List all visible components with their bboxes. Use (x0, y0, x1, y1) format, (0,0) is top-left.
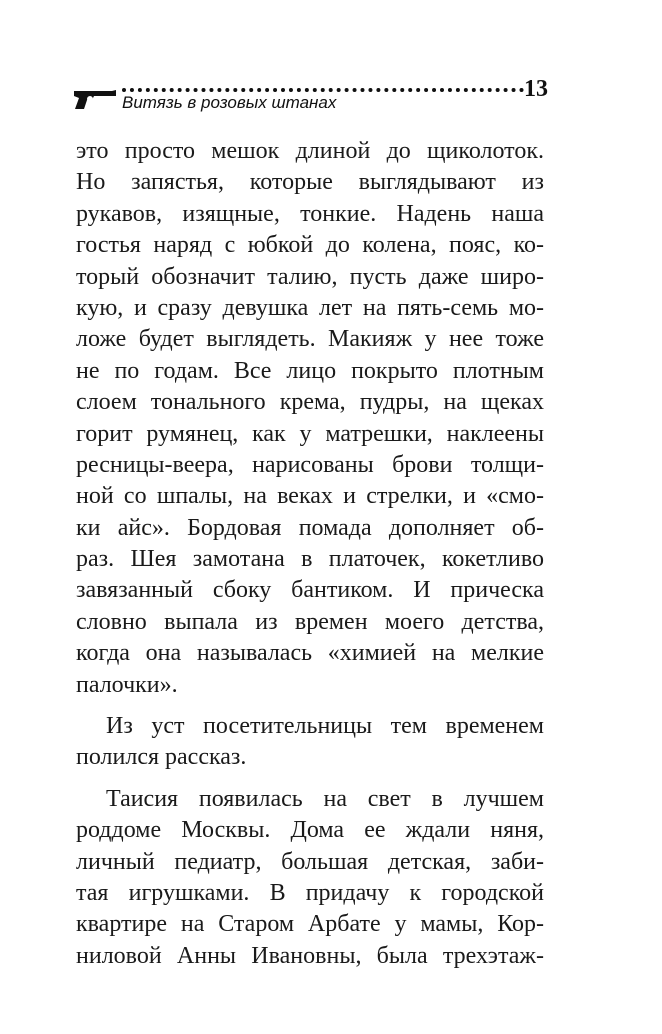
text-line: Из уст посетительницы тем временем (106, 713, 544, 740)
text-line: раз. Шея замотана в платочек, кокетливо (76, 546, 544, 573)
text-line: личный педиатр, большая детская, заби- (76, 848, 544, 875)
text-line: полился рассказ. (76, 744, 247, 771)
text-line: Но запястья, которые выглядывают из (76, 169, 544, 196)
text-line: не по годам. Все лицо покрыто плотным (76, 357, 544, 384)
text-line: когда она называлась «химией на мелкие (76, 640, 544, 667)
text-line: тая игрушками. В придачу к городской (76, 879, 544, 906)
text-line: палочки». (76, 671, 178, 698)
dotted-rule (122, 78, 524, 92)
running-title: Витязь в розовых штанах (122, 93, 337, 112)
text-line: ресницы-веера, нарисованы брови толщи- (76, 451, 544, 478)
paragraph (76, 784, 544, 972)
text-line: торый обозначит талию, пусть даже широ- (76, 263, 544, 290)
text-line: ниловой Анны Ивановны, была трехэтаж- (76, 942, 544, 969)
page-number: 13 (524, 76, 548, 102)
paragraph (76, 136, 544, 701)
text-line: квартире на Старом Арбате у мамы, Кор- (76, 911, 544, 938)
text-line: горит румянец, как у матрешки, наклеены (76, 420, 544, 447)
text-line: гостья наряд с юбкой до колена, пояс, ко- (76, 232, 544, 259)
text-line: кую, и сразу девушка лет на пять-семь мо- (76, 294, 544, 321)
text-line: ной со шпалы, на веках и стрелки, и «смо- (76, 483, 544, 510)
text-line: роддоме Москвы. Дома ее ждали няня, (76, 817, 544, 844)
text-line: рукавов, изящные, тонкие. Надень наша (76, 200, 544, 227)
body-text (76, 136, 544, 972)
text-line: словно выпала из времен моего детства, (76, 608, 544, 635)
text-line: ки айс». Бордовая помада дополняет об- (76, 514, 544, 541)
text-line: завязанный сбоку бантиком. И прическа (76, 577, 544, 604)
paragraph (76, 711, 544, 774)
text-line: ложе будет выглядеть. Макияж у нее тоже (76, 326, 544, 353)
text-line: слоем тонального крема, пудры, на щеках (76, 389, 544, 416)
page-header (72, 78, 550, 122)
text-line: это просто мешок длиной до щиколоток. (76, 138, 544, 164)
revolver-icon (72, 88, 118, 110)
text-line: Таисия появилась на свет в лучшем (106, 785, 544, 812)
